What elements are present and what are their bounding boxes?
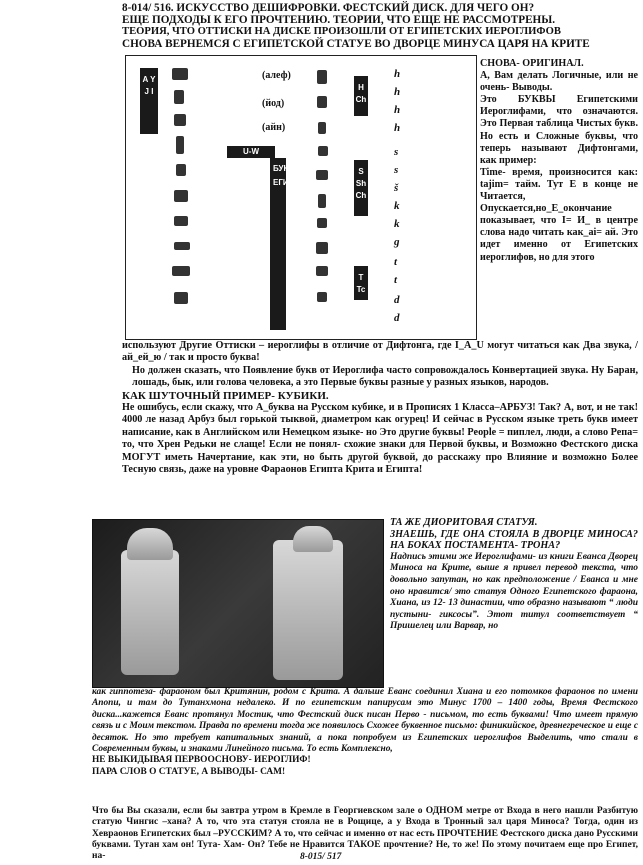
- body3-p1: Что бы Вы сказали, если бы завтра утром в Кремле в Георгиевском зале о ОДНОМ метре от Входа в него нашли Разбитую статую Чингис –хана? А то, что эта статуя стояла не в Рощице, а у Входа в Тронный зал царя Миноса? Тогда, один из Хевраонов Египетских был –РУССКИМ? А то, что сейчас и именно от нас есть ПРОЧТЕНИЕ Фестского диска дано Русскими буквами. Тутан хам он! Тута- Хам- Он? Тебе не Нравится ТАКОЕ прочтение? Не, то же! По этому почитаем еще про Египет, на-: [92, 806, 638, 862]
- header-line-2: ЕЩЕ ПОДХОДЫ К ЕГО ПРОЧТЕНИЮ. ТЕОРИИ, ЧТО ЕЩЕ НЕ РАССМОТРЕНЫ.: [122, 14, 556, 26]
- right-col-p4: Time- время, произносится как: tajim= тайм. Тут E в конце не Читается, Опускается,но_E_окончание показывает, что I= И_ в центре слова надо читать как_ai= ай. Это идет именно от Египетских иероглифов, но для этого: [480, 166, 638, 263]
- hieroglyph-water-icon: [172, 266, 190, 276]
- vertical-title-block: [270, 158, 305, 330]
- right-col-p1: СНОВА- ОРИГИНАЛ.: [480, 58, 584, 69]
- hieroglyph-viper-icon: [174, 216, 188, 226]
- hieroglyph-pool-icon: [317, 218, 327, 228]
- statue-description: Надпись этими же Иероглифами- из книги Евансa Дворец Миноса на Крите, выше я привел перевод текста, что довольно запутан, но как предположение / Еванса и мне оно нравится/ это статуя Одного Египетского фараона, Хиана, из 12- 13 династии, что образно называют “ люди пустыни- гиксосы”. Этот титул соответствует “ Пришелец или Варвар, но: [390, 551, 638, 632]
- hieroglyph-placenta-icon: [318, 122, 326, 134]
- latin-s-2: s: [394, 164, 399, 176]
- latin-t-2: t: [394, 274, 398, 286]
- hieroglyph-cloth-icon: [318, 194, 326, 208]
- hieroglyph-foot-icon: [176, 164, 186, 176]
- page-footer: 8-015/ 517: [300, 852, 342, 862]
- latin-h-2: h: [394, 86, 401, 98]
- hieroglyph-hut-icon: [317, 70, 327, 84]
- closing-body-text: [92, 806, 638, 862]
- hieroglyph-jar-stand-icon: [317, 292, 327, 302]
- right-block-h-text: H Ch: [355, 83, 367, 104]
- right-column-text: [480, 58, 638, 264]
- hieroglyph-hill-icon: [316, 242, 328, 254]
- latin-h-1: h: [394, 68, 401, 80]
- statue-right-block: [273, 540, 343, 680]
- hieroglyph-chick-icon: [176, 136, 184, 154]
- statue-title-2: ЗНАЕШЬ, ГДЕ ОНА СТОЯЛА В ДВОРЦЕ МИНОСА? НА БОКАХ ПОСТАМЕНТА- ТРОНА?: [390, 528, 638, 552]
- left-block-letters: A Y J I: [142, 75, 156, 96]
- right-block-s: [354, 160, 368, 216]
- hieroglyph-bolt-icon: [316, 170, 328, 180]
- uw-block: U-W: [227, 146, 275, 158]
- cubes-title: КАК ШУТОЧНЫЙ ПРИМЕР- КУБИКИ.: [122, 389, 329, 402]
- header-line-1: 8-014/ 516. ИСКУССТВО ДЕШИФРОВКИ. ФЕСТСКИЙ ДИСК. ДЛЯ ЧЕГО ОН?: [122, 2, 535, 14]
- hieroglyph-vulture-icon: [172, 68, 188, 80]
- latin-d-1: d: [394, 294, 400, 306]
- italic-body-text: [92, 687, 638, 778]
- page-header: [122, 2, 638, 50]
- vertical-title: БУКВЫ ЕГИПЕТ: [273, 164, 305, 187]
- latin-h-4: h: [394, 122, 401, 134]
- label-yod: (йод): [262, 98, 285, 109]
- hieroglyph-basket-icon: [316, 266, 328, 276]
- latin-d-2: d: [394, 312, 400, 324]
- hieroglyph-belly-icon: [318, 146, 328, 156]
- label-ain: (айн): [262, 122, 286, 133]
- body2-subtitle: ПАРА СЛОВ О СТАТУЕ, А ВЫВОДЫ- САМ!: [92, 766, 286, 777]
- header-line-3: ТЕОРИЯ, ЧТО ОТТИСКИ НА ДИСКЕ ПРОИЗОШЛИ ОТ ЕГИПЕТСКИХ ИЕРОГЛИФОВ: [122, 26, 561, 37]
- latin-sh: š: [394, 182, 399, 194]
- left-letter-block: [140, 68, 158, 134]
- latin-h-3: h: [394, 104, 401, 116]
- latin-t-1: t: [394, 256, 398, 268]
- body1-p3: Не ошибусь, если скажу, что А_буква на Русском кубике, и в Прописях 1 Класса–АРБУЗ! Так? А, вот, и не так! 4000 ле назад Арбуз был горькой тыквой, диаметром как огурец! И сейчас в Русском языке треть букв имеет написание, как в Английском или Немецком языке- но Это другие буквы! People = пиплел, люди, а слово Репа= то, что Хрен Редьки не слаще! Если не понял- схожие знаки для Первой буквы, и Возможно Фестского диска МОГУТ иметь Начертание, как эти, но быть другой буквой, до расскажу про Влияние и возможно Более Тесную связь, даже на уровне Фараонов Египта Крита и Египта!: [122, 402, 638, 476]
- latin-s-1: s: [394, 146, 399, 158]
- statue-photo: [92, 519, 384, 688]
- body1-p1: используют Другие Оттиски – иероглифы в отличие от Дифтонга, где I_A_U могут читаться как Два звука, / ай_ей_ю / так и просто буква!: [122, 340, 638, 364]
- right-block-t: [354, 266, 368, 300]
- body2-emphasis: НЕ ВЫКИДЫВАЯ ПЕРВООСНОВУ- ИЕРОГЛИФ!: [92, 755, 311, 766]
- statue-right-head: [293, 526, 333, 552]
- statue-title-1: ТА ЖЕ ДИОРИТОВАЯ СТАТУЯ.: [390, 517, 538, 528]
- right-col-p3: Это БУКВЫ Египетскими Иероглифами, что означаются. Это Первая таблица Чистых букв. Но есть и Сложные буквы, что теперь называют Дифтонгами, как пример:: [480, 94, 638, 166]
- hieroglyph-reed-icon: [174, 90, 184, 104]
- hieroglyph-mouth-icon: [174, 292, 188, 304]
- header-line-4: СНОВА ВЕРНЕМСЯ С ЕГИПЕТСКОЙ СТАТУЕ ВО ДВОРЦЕ МИНУСА ЦАРЯ НА КРИТЕ: [122, 38, 590, 50]
- right-block-h: [354, 76, 368, 116]
- right-block-s-text: S Sh Ch: [355, 167, 367, 200]
- body2-p1: как гиппотеза- фараоном был Критянин, родом с Крита. А дальше Еванс соединил Хиана и его потомков фараонов по имени Апопи, и там до Тутанхмона недалеко. И по египетским папирусам это Минус 1700 – 1400 годы, Время Фестского диска...кажется Евaнс протянул Мостик, что Фестский диск писан Перво - письмом, то есть буквами! Что имеет прямую связь и с Моим текстом. Правда по времени тогда же появилось Схожее буквенное письмо: финикийское, древнегреческое и еще с десяток. Но это требует капитальных знаний, а пока попробуем из Египетских иероглифов Выделить, что стали в Современным буквы, и знаками Линейного письма. То есть Комплексно,: [92, 687, 638, 755]
- statue-left-head: [127, 528, 173, 560]
- statue-left-block: [121, 550, 179, 675]
- hieroglyph-owl-icon: [174, 242, 190, 250]
- hieroglyph-table-figure: [125, 55, 477, 340]
- label-alef: (алеф): [262, 70, 291, 81]
- statue-caption-text: [390, 517, 638, 633]
- hieroglyph-wick-icon: [317, 96, 327, 108]
- main-body-text: [122, 340, 638, 476]
- right-block-t-text: T Tc: [356, 273, 366, 294]
- hieroglyph-stool-icon: [174, 190, 188, 202]
- hieroglyph-arm-icon: [174, 114, 186, 126]
- latin-g: g: [394, 236, 400, 248]
- latin-k-2: k: [394, 218, 400, 230]
- latin-k-1: k: [394, 200, 400, 212]
- right-col-p2: А, Вам делать Логичные, или не очень- Выводы.: [480, 70, 638, 94]
- body1-p2: Но должен сказать, что Появление букв от Иероглифа часто сопровождалось Конвертацией звука. Ну Баран, лошадь, бык, или голова человека, а это Первые буквы разные у разных языков, народов.: [132, 364, 638, 389]
